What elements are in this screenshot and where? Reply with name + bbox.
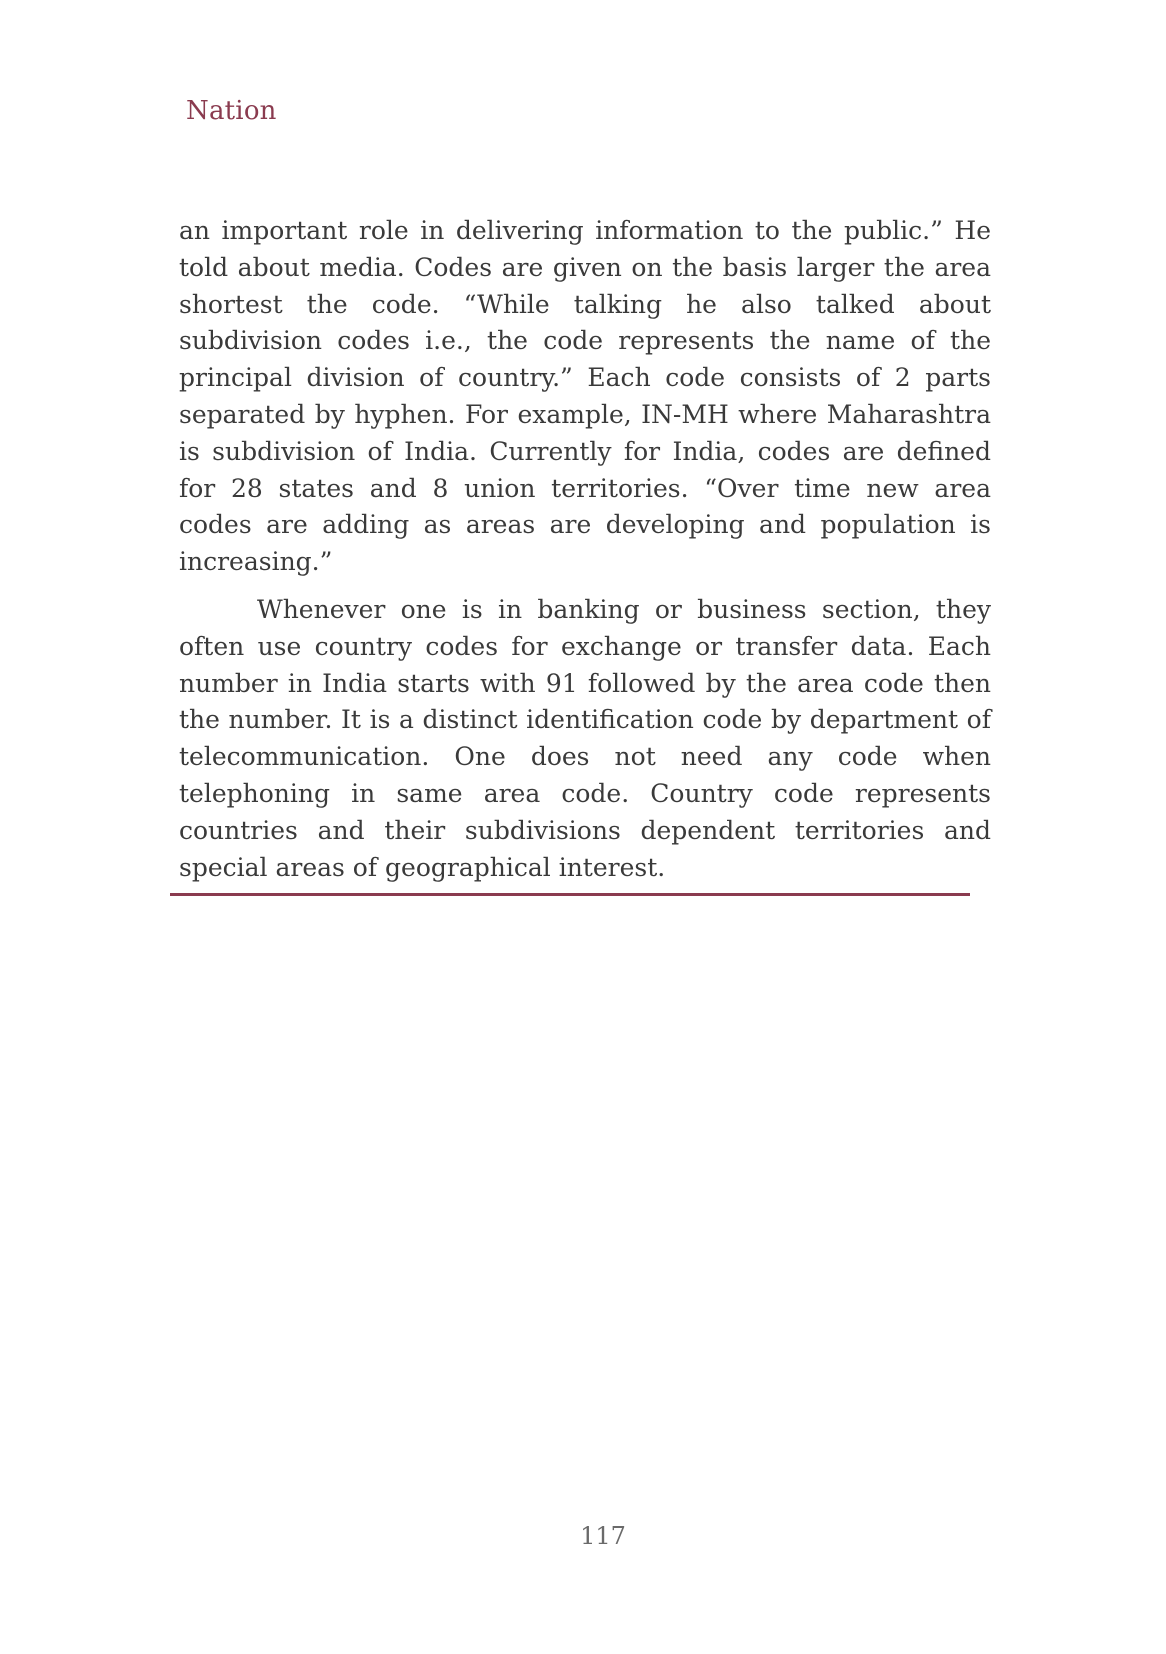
paragraph-2: Whenever one is in banking or business section, they often use country codes for exchange or transfer data. Each number in India starts with 91 followed by the area code then the number. It is a distinct identification code by department of telecommunication. One does not need any code when telephoning in same area code. Country code represents countries and their subdivisions dependent territories and special areas of geographical interest.	[179, 594, 991, 882]
running-head-title: Nation	[186, 96, 277, 126]
body-text	[179, 213, 991, 886]
paragraph-1: an important role in delivering information to the public.” He told about media. Codes are given on the basis larger the area shortest the code. “While talking he also talked about subdivision codes i.e., the code represents the name of the principal division of country.” Each code consists of 2 parts separated by hyphen. For example, IN-MH where Maharashtra is subdivision of India. Currently for India, codes are defined for 28 states and 8 union territories. “Over time new area codes are adding as areas are developing and population is increasing.”	[179, 216, 991, 577]
section-divider-rule	[170, 893, 970, 896]
page-number: 117	[580, 1522, 626, 1550]
